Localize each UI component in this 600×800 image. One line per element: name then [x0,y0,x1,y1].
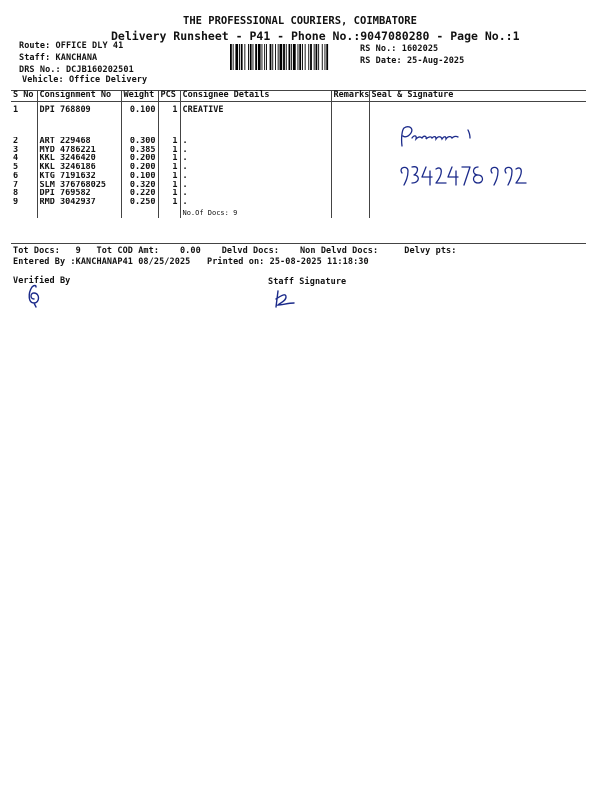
staff-signature-label: Staff Signature [268,277,347,287]
row-consignee-text: . [182,154,188,164]
row-consignee [180,137,331,146]
row-weight [121,102,158,138]
row-consignee [180,146,331,155]
row-remarks [331,181,369,190]
row-pcs-text: 1 [172,171,178,181]
staff-signature-mark [272,289,298,315]
row-remarks [331,189,369,198]
row-sno-text: 6 [13,171,19,181]
row-pcs-text: 1 [172,197,178,207]
printed-on: Printed on: 25-08-2025 11:18:30 [207,257,369,267]
row-consignee [180,163,331,172]
row-pcs [158,102,180,138]
row-consignee-text: . [182,180,188,190]
route-label: Route: OFFICE DLY 41 [19,41,124,51]
row-weight [121,198,158,218]
row-weight [121,137,158,146]
row-weight-text: 0.250 [129,197,156,207]
verified-by-label: Verified By [13,276,71,286]
table-row [11,102,586,138]
row-pcs-text: 1 [172,163,178,172]
row-remarks [331,146,369,155]
company-name: THE PROFESSIONAL COURIERS, COIMBATORE [183,15,417,27]
row-sno [11,154,37,163]
row-sno [11,146,37,155]
row-pcs-text: 1 [172,154,178,164]
row-consignee-text: . [182,189,188,198]
row-weight [121,181,158,190]
row-pcs [158,189,180,198]
col-header-weight: Weight [121,90,158,102]
col-header-remarks: Remarks [331,90,369,102]
row-consignee [180,102,331,138]
row-weight-text: 0.200 [129,154,156,164]
staff-label: Staff: KANCHANA [19,53,98,63]
row-weight [121,154,158,163]
row-remarks [331,154,369,163]
drs-number: DRS No.: DCJB160202501 [19,65,134,75]
row-weight [121,189,158,198]
row-pcs [158,154,180,163]
row-consignment-no-text: ART 229468 [39,137,91,146]
row-consignment-no-text: KKL 3246186 [39,163,96,172]
row-sno-text: 1 [13,105,19,115]
row-sno-text: 2 [13,137,19,146]
row-weight [121,172,158,181]
col-header-seal-signature: Seal & Signature [369,90,586,102]
row-pcs [158,137,180,146]
row-consignment-no [37,172,121,181]
row-pcs [158,172,180,181]
row-consignment-no [37,137,121,146]
row-remarks [331,198,369,218]
runsheet-table [11,90,586,218]
row-consignee-text: . [182,137,188,146]
col-header-consignee: Consignee Details [180,90,331,102]
row-sno [11,198,37,218]
row-sno-text: 9 [13,197,19,207]
row-consignment-no [37,189,121,198]
row-sno [11,189,37,198]
row-pcs-text: 1 [172,137,178,146]
row-consignment-no [37,181,121,190]
row-weight-text: 0.100 [129,105,156,115]
row-pcs-text: 1 [172,105,178,115]
row-sno [11,137,37,146]
handwritten-phone [398,163,528,193]
col-header-consignment: Consignment No [37,90,121,102]
row-consignment-no-text: DPI 769582 [39,189,91,198]
row-consignee [180,198,331,218]
row-consignment-no-text: DPI 768809 [39,105,91,115]
row-consignee [180,172,331,181]
row-weight [121,163,158,172]
row-sno [11,102,37,138]
handwritten-name [398,124,488,154]
row-sno-text: 3 [13,145,19,155]
row-remarks [331,163,369,172]
row-weight-text: 0.320 [129,180,156,190]
row-consignee-text: . [182,171,188,181]
totals-line: Tot Docs: 9 Tot COD Amt: 0.00 Delvd Docs: Non Delvd Docs: Delvy pts: [13,246,457,256]
runsheet-title: Delivery Runsheet - P41 - Phone No.:9047080280 - Page No.:1 [111,29,520,43]
rs-date: RS Date: 25-Aug-2025 [360,56,465,66]
row-weight-text: 0.200 [129,163,156,172]
barcode-image [230,44,357,70]
row-remarks [331,102,369,138]
rs-number: RS No.: 1602025 [360,44,439,54]
row-consignment-no [37,198,121,218]
row-remarks [331,172,369,181]
row-sno [11,181,37,190]
row-seal-signature [369,154,586,163]
svg-text:Prasanna: Prasanna [398,150,403,151]
table-row [11,154,586,163]
row-sno-text: 7 [13,180,19,190]
no-of-docs: No.Of Docs: 9 [182,208,238,217]
row-consignee-text: . [182,163,188,172]
row-weight-text: 0.100 [129,171,156,181]
row-consignment-no-text: SLM 376768025 [39,180,107,190]
row-consignment-no [37,102,121,138]
row-consignment-no [37,146,121,155]
row-consignment-no [37,154,121,163]
row-consignment-no-text: RMD 3042937 [39,197,96,207]
row-pcs-text: 1 [172,189,178,198]
row-sno-text: 8 [13,189,19,198]
row-pcs-text: 1 [172,145,178,155]
row-pcs [158,163,180,172]
col-header-pcs: PCS [158,90,180,102]
row-consignee [180,154,331,163]
table-row [11,137,586,146]
row-consignment-no-text: KKL 3246420 [39,154,96,164]
row-sno-text: 5 [13,163,19,172]
table-header-row [11,90,586,102]
row-consignment-no-text: KTG 7191632 [39,171,96,181]
row-pcs [158,146,180,155]
row-weight-text: 0.385 [129,145,156,155]
row-consignment-no-text: MYD 4786221 [39,145,96,155]
table-row [11,146,586,155]
vehicle-label: Vehicle: Office Delivery [22,75,148,85]
row-pcs [158,198,180,218]
row-consignee-text: CREATIVE [182,105,224,115]
row-consignee [180,189,331,198]
row-consignee [180,181,331,190]
entered-by: Entered By :KANCHANAP41 08/25/2025 [13,257,191,267]
row-seal-signature [369,198,586,218]
col-header-sno: S No [11,90,37,102]
row-pcs [158,181,180,190]
row-sno [11,172,37,181]
row-remarks [331,137,369,146]
row-sno-text: 4 [13,154,19,164]
row-weight-text: 0.220 [129,189,156,198]
table-row [11,198,586,218]
row-weight [121,146,158,155]
row-sno [11,163,37,172]
row-consignment-no [37,163,121,172]
verified-by-signature [26,283,46,311]
row-weight-text: 0.300 [129,137,156,146]
row-consignee-text: . [182,145,188,155]
row-consignee-text: . [182,197,188,207]
row-pcs-text: 1 [172,180,178,190]
